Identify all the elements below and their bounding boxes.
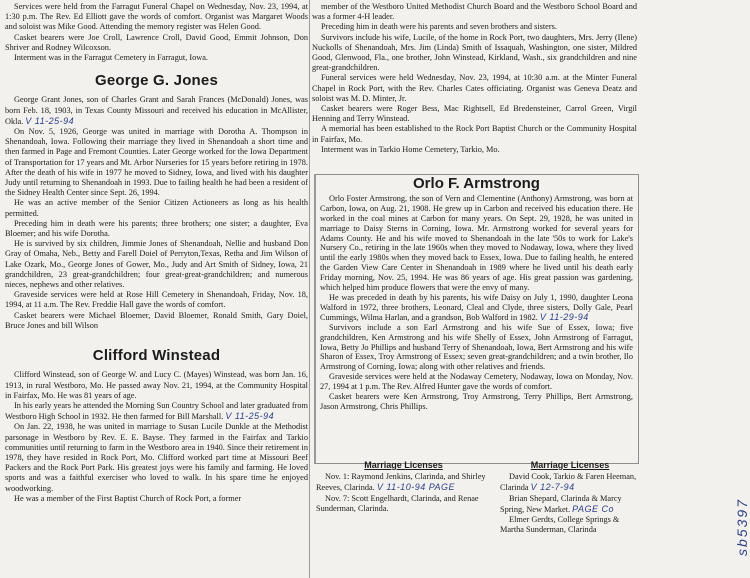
winstead-continued: Survivors include his wife, Lucile, of the home in Rock Port, two daughters, Mrs. Jerry (Ilene) Nuckolls of Shenandoah, Mrs. Jim (Linda) Smith of Issaquah, Washington, one sister, Mildred Good, Glenwood, Fla., one brother, John Winstead, Kirkland, Wash., six grandchildren and nine great-grandchildren.	[312, 32, 637, 73]
orlo-obituary-clipping	[314, 174, 639, 464]
clifford-p2: In his early years he attended the Morning Sun Country School and later graduated from Westboro High School in 1932. He then farmed for Bill Marshall.	[5, 400, 308, 422]
winstead-continued: Casket bearers were Roger Bess, Mac Rightsell, Ed Bredensteiner, Carrol Green, Virgil Henning and Terry Winstead.	[312, 104, 637, 124]
marriage-licenses-clipping-right	[500, 460, 640, 535]
george-paragraph: He is survived by six children, Jimmie Jones of Shenandoah, Nellie and husband Don Gray of Omaha, Neb., Betty and Farell Doiel of Perryton,Texas, Retha and Jim Wilson of Lake Ozark, Mo., George Jones of Gower, Mo., Judy and Art Smith of Sidney, Iowa, 21 grandchildren, 23 great-grandchildren; four great-great-grandchildren; and numerous nieces, nephews and other relatives.	[5, 239, 308, 290]
clifford-heading: Clifford Winstead	[92, 347, 221, 365]
marriage-entry	[500, 472, 640, 493]
handwritten-date: V 11-29-94	[539, 311, 589, 322]
marriage-entry: Nov. 7: Scott Engelhardt, Clarinda, and Renae Sunderman, Clarinda.	[316, 493, 479, 513]
handwritten-margin-note: sb5397	[734, 498, 750, 556]
right-column-top	[312, 2, 637, 155]
george-heading: George G. Jones	[94, 72, 219, 90]
marriage-line-2: Brian Shepard, Clarinda & Marcy Spring, New Market.	[500, 493, 622, 514]
clifford-paragraph: On Jan. 22, 1938, he was united in marriage to Susan Lucile Dunkle at the Methodist parsonage in Westboro by Rev. E. E. Bayse. They farmed in the Fairfax and Tarkio communities until returning to farm in the Westboro area in 1940. Since their retirement in 1978, they have resided in Rock Port, Mo. Clifford worked part time at Missouri Beef Packers and the Rock Port Park. His greatest joys were his family and farming. He loved sports and was a faithful exerciser who loved to walk. In his spare time he enjoyed woodworking.	[5, 422, 308, 493]
marriage-entry	[316, 472, 491, 493]
winstead-continued: Interment was in Tarkio Home Cemetery, Tarkio, Mo.	[321, 144, 500, 154]
orlo-p2: He was preceded in death by his parents, his wife Daisy on July 1, 1990, daughter Leona Walford in 1972, three brothers, Leonard, Cleal and Clyde, three sisters, Dolly Gale, Pearl Cummings, Wilma Harlan, and a grandson, Bob Walford in 1982.	[320, 292, 633, 322]
marriage-licenses-clipping-left	[316, 460, 491, 514]
orlo-paragraph: Casket bearers were Ken Armstrong, Troy Armstrong, Terry Phillips, Bert Armstrong, Jason Armstrong, Chris Phillips.	[320, 392, 633, 411]
handwritten-date: V 12-7-94	[530, 482, 575, 493]
orlo-heading: Orlo F. Armstrong	[413, 175, 540, 192]
marriage-licenses-title: Marriage Licenses	[364, 460, 443, 470]
winstead-continued: A memorial has been established to the Rock Port Baptist Church or the Community Hospital in Fairfax, Mo.	[312, 124, 637, 144]
george-paragraph: He was an active member of the Senior Citizen Actioneers as long as his health permitted.	[5, 198, 308, 218]
left-column	[5, 2, 308, 504]
orlo-paragraph	[320, 293, 633, 323]
orlo-paragraph: Orlo Foster Armstrong, the son of Vern and Clementine (Anthony) Armstrong, was born at Carbon, Iowa, on Aug. 21, 1908. He grew up in Carbon and received his education there. He worked in the coal mines at Carbon for many years. On Sept. 29, 1928, he was united in marriage to Daisy Sterns in Corning, Iowa. Mr. Armstrong worked for several years for Adams County. He and his wife moved to Shenandoah in the late '50s to work for Lake's Nursery Co., retiring in the late 1960s when they moved to Nodaway, Iowa, where they lived until the early 1980s when they moved back to Essex, Iowa. Due to failing health, he entered the Garden View Care Center in Shenandoah in 1989 where he lived until his death early Friday morning, Nov. 25, 1994. He was 86 years of age. His great passion was gardening, which helped him produce flowers that were the envy of many.	[320, 193, 633, 293]
orlo-paragraph: Graveside services were held at the Nodaway Cemetery, Nodaway, Iowa on Monday, Nov. 27, 1994 at 1 p.m. The Rev. Alfred Hunter gave the words of comfort.	[320, 372, 633, 392]
handwritten-note: PAGE Co	[572, 503, 614, 514]
george-p1: George Grant Jones, son of Charles Grant and Sarah Frances (McDonald) Jones, was born Feb. 18, 1903, in Texas County Missouri and received his education in McAllister, Okla.	[5, 95, 308, 126]
clifford-paragraph: Clifford Winstead, son of George W. and Lucy C. (Mayes) Winstead, was born Jan. 16, 1913, in rural Westboro, Mo. He passed away Nov. 21, 1994, at the Community Hospital in Fairfax, Mo. He was 81 years of age.	[5, 370, 308, 400]
marriage-entry: Elmer Gerdts, College Springs & Martha Sunderman, Clarinda	[500, 515, 620, 535]
intro-paragraph: Services were held from the Farragut Funeral Chapel on Wednesday, Nov. 23, 1994, at 1:30 p.m. The Rev. Ed Elliott gave the words of comfort. Organist was Margaret Woods and soloist was Mike Good. Attending the memory register was Helen Good.	[5, 2, 308, 32]
marriage-line-1: David Cook, Tarkio & Faren Heeman, Clarinda	[500, 472, 637, 493]
handwritten-date: V 11-25-94	[25, 115, 75, 126]
george-paragraph: On Nov. 5, 1926, George was united in marriage with Dorotha A. Thompson in Shenandoah, Iowa. Following their marriage they lived in Shenandoah a short time and then farmed in Page and Fremont Counties. Later George worked for the Iowa Department of Transportation for 17 years and Mt. Arbor Nurseries for 15 years before retiring in 1978. After the death of his wife in 1977 he moved to Sidney, Iowa, and lived with his daughter Judy until returning to Shenandoah in 1993. Due to failing health he had been a resident of the Sidney Health Center since Sept. 26, 1994.	[5, 127, 308, 198]
intro-paragraph: Casket bearers were Joe Croll, Lawrence Croll, David Good, Emmit Johnson, Don Shriver and Rodney Wilcoxson.	[5, 32, 308, 52]
intro-paragraph: Interment was in the Farragut Cemetery in Farragut, Iowa.	[14, 53, 208, 63]
winstead-continued: Preceding him in death were his parents and seven brothers and sisters.	[321, 22, 557, 32]
winstead-continued: member of the Westboro United Methodist Church Board and the Westboro School Board and was a former 4-H leader.	[312, 2, 637, 22]
handwritten-date: V 11-25-94	[225, 411, 275, 422]
george-paragraph: Casket bearers were Michael Bloemer, David Bloemer, Ronald Smith, Gary Doiel, Bruce Jones and bill Wilson	[5, 310, 308, 330]
george-paragraph: Graveside services were held at Rose Hill Cemetery in Shenandoah, Friday, Nov. 18, 1994, at 11 a.m. The Rev. Freddie Hall gave the words of comfort.	[5, 290, 308, 310]
orlo-paragraph: Survivors include a son Earl Armstrong and his wife Sue of Essex, Iowa; five grandchildren, Ken Armstrong and his wife Shelly of Essex, John Armstrong of Farragut, Iowa, Betty Jo Phillips and husband Terry of Shenandoah, Iowa, Bert Armstrong and his wife Sharon of Essex, Troy Armstrong of Essex; seven great-grandchildren; and a twin brother, Ilo Armstrong of Corning, Iowa; along with other relatives and friends.	[320, 322, 633, 372]
orlo-column	[320, 175, 633, 412]
clifford-paragraph	[5, 401, 308, 422]
george-paragraph: Preceding him in death were his parents; three brothers; one sister; a daughter, Eva Bloemer; and his wife Dorotha.	[5, 218, 308, 239]
marriage-entry	[500, 494, 640, 515]
george-paragraph	[5, 95, 308, 127]
winstead-continued: Funeral services were held Wednesday, Nov. 23, 1994, at 10:30 a.m. at the Minter Funeral Chapel in Rock Port, with the Rev. Charles Cates officiating. Organist was Geneva Deatz and soloist was M. D. Minter, Jr.	[312, 73, 637, 103]
marriage-licenses-title: Marriage Licenses	[530, 460, 610, 470]
handwritten-date: V 11-10-94 PAGE	[376, 482, 456, 493]
column-divider	[309, 0, 310, 578]
clifford-paragraph: He was a member of the First Baptist Church of Rock Port, a former	[14, 493, 242, 503]
marriage-entry-1: Nov. 1: Raymond Jenkins, Clarinda, and Shirley Reeves, Clarinda.	[316, 472, 486, 493]
